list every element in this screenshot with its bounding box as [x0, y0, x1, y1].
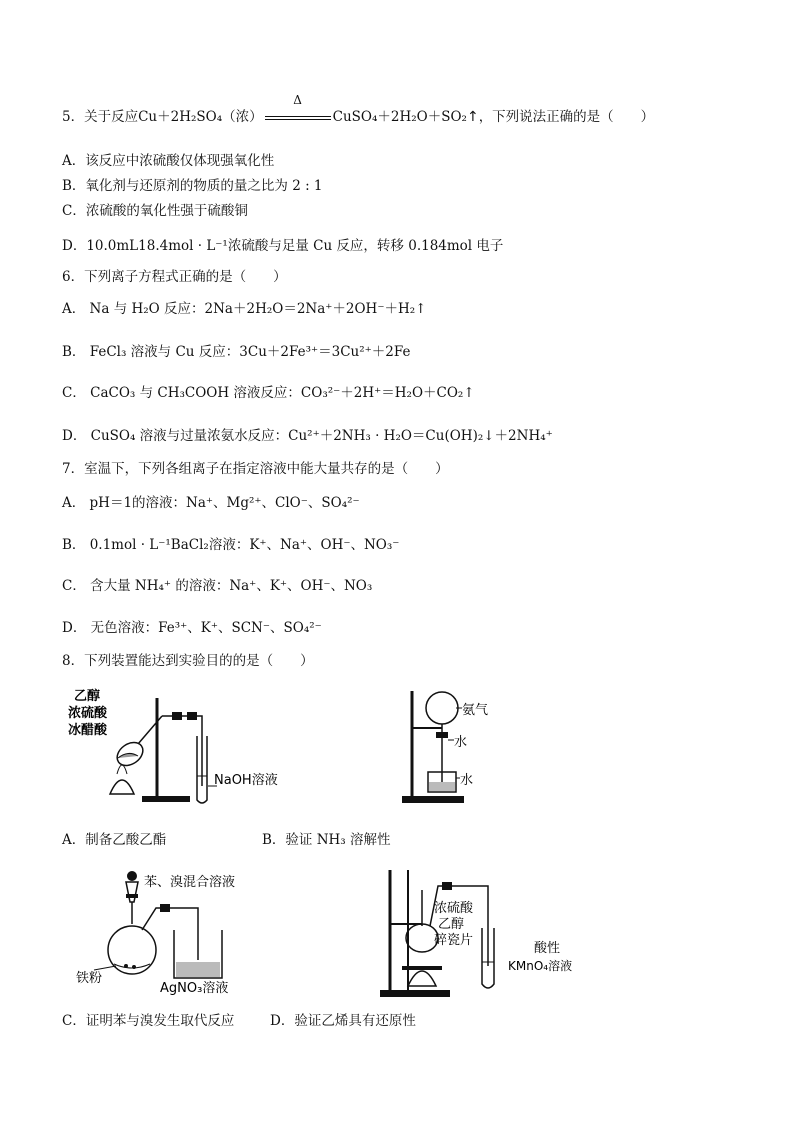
fig-c-label-iron: 铁粉 [76, 971, 103, 986]
fig-b-label-water-dropper: 水 [454, 735, 468, 750]
figure-c-bromination-apparatus [76, 868, 286, 996]
fig-a-label-acetic: 冰醋酸 [68, 723, 108, 738]
q6-option-d: D． CuSO₄ 溶液与过量浓氨水反应：Cu²⁺＋2NH₃ · H₂O＝Cu(OH)₂↓＋2NH₄⁺ [62, 428, 553, 444]
q5-stem-suffix: ，下列说法正确的是（ ） [478, 109, 655, 125]
q7-option-d: D． 无色溶液：Fe³⁺、K⁺、SCN⁻、SO₄²⁻ [62, 620, 322, 636]
fig-c-label-agno3: AgNO₃溶液 [160, 981, 229, 996]
fig-a-caption: A．制备乙酸乙酯 [62, 832, 167, 848]
q6-stem: 6．下列离子方程式正确的是（ ） [62, 269, 287, 285]
q5-gas-arrow: ↑ [466, 109, 479, 125]
q5-option-a: A．该反应中浓硫酸仅体现强氧化性 [62, 153, 275, 169]
q6-option-a: A． Na 与 H₂O 反应：2Na＋2H₂O＝2Na⁺＋2OH⁻＋H₂↑ [62, 301, 427, 317]
q5-stem-prefix: 5．关于反应 [62, 109, 139, 125]
fig-b-label-ammonia: 氨气 [462, 703, 489, 718]
q6-option-c: C． CaCO₃ 与 CH₃COOH 溶液反应：CO₃²⁻＋2H⁺＝H₂O＋CO₂↑ [62, 385, 475, 401]
fig-d-caption: D．验证乙烯具有还原性 [270, 1013, 416, 1029]
fig-d-label-sulfuric: 浓硫酸 [434, 901, 474, 916]
q5-reaction-arrow [263, 93, 333, 126]
q8-stem: 8．下列装置能达到实验目的的是（ ） [62, 653, 314, 669]
q5-option-b: B．氧化剂与还原剂的物质的量之比为 2 : 1 [62, 178, 323, 194]
q5-option-d: D．10.0mL18.4mol · L⁻¹浓硫酸与足量 Cu 反应，转移 0.184mol 电子 [62, 238, 504, 254]
q7-option-c: C． 含大量 NH₄⁺ 的溶液：Na⁺、K⁺、OH⁻、NO₃ [62, 578, 373, 594]
fig-c-caption: C．证明苯与溴发生取代反应 [62, 1013, 235, 1029]
q5-condition: Δ [293, 93, 302, 107]
q7-stem: 7．室温下，下列各组离子在指定溶液中能大量共存的是（ ） [62, 461, 449, 477]
q5-reactants: Cu＋2H₂SO₄（浓） [138, 109, 263, 125]
fig-b-label-water-beaker: 水 [460, 773, 474, 788]
q7-option-a: A． pH＝1的溶液：Na⁺、Mg²⁺、ClO⁻、SO₄²⁻ [62, 495, 360, 511]
fig-d-label-kmno4: KMnO₄溶液 [508, 959, 573, 973]
fig-c-label-mixture: 苯、溴混合溶液 [144, 875, 236, 890]
figure-a-ester-apparatus [62, 686, 312, 811]
fig-a-label-sulfuric: 浓硫酸 [68, 706, 108, 721]
q5-products: CuSO₄＋2H₂O＋SO₂ [332, 109, 467, 125]
figure-b-fountain-apparatus [398, 686, 568, 811]
fig-d-label-ethanol: 乙醇 [438, 917, 465, 932]
fig-b-caption: B．验证 NH₃ 溶解性 [262, 832, 391, 848]
fig-d-label-chips: 碎瓷片 [434, 933, 474, 948]
q5-option-c: C．浓硫酸的氧化性强于硫酸铜 [62, 203, 248, 219]
q6-option-b: B． FeCl₃ 溶液与 Cu 反应：3Cu＋2Fe³⁺＝3Cu²⁺＋2Fe [62, 344, 411, 360]
fig-a-label-naoh: NaOH溶液 [214, 773, 278, 788]
fig-a-label-ethanol: 乙醇 [74, 689, 101, 704]
q5-stem [62, 93, 655, 126]
fig-d-label-acidic: 酸性 [534, 941, 561, 956]
q7-option-b: B． 0.1mol · L⁻¹BaCl₂溶液：K⁺、Na⁺、OH⁻、NO₃⁻ [62, 537, 400, 553]
figure-d-ethylene-apparatus [378, 866, 598, 1000]
